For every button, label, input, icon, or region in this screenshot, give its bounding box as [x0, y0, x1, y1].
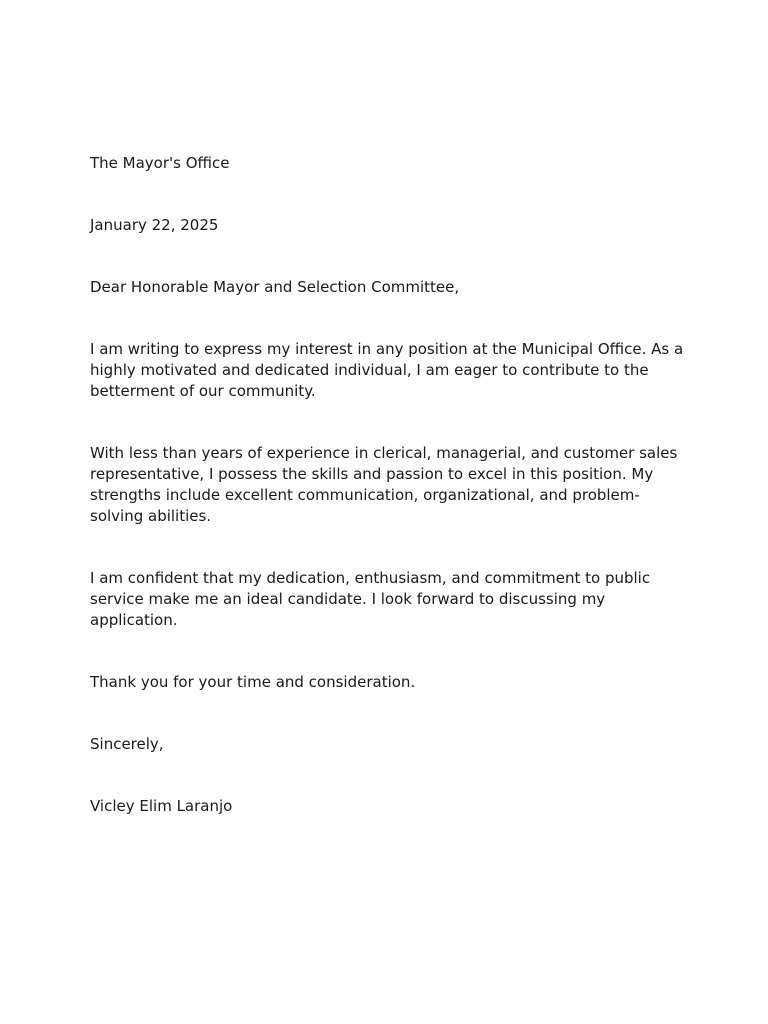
body-paragraph-thanks: Thank you for your time and consideration.	[90, 673, 416, 691]
body-paragraph-interest: I am writing to express my interest in any position at the Municipal Office. As a highly motivated and dedicated individual, I am eager to contribute to the betterment of our community.	[90, 340, 684, 400]
body-paragraph-confidence: I am confident that my dedication, enthusiasm, and commitment to public service make me an ideal candidate. I look forward to discussing my application.	[90, 569, 651, 629]
signature-name: Vicley Elim Laranjo	[90, 797, 233, 815]
body-paragraph-experience: With less than years of experience in clerical, managerial, and customer sales representative, I possess the skills and passion to excel in this position. My strengths include excellent communication, organizational, and problem-solving abilities.	[90, 444, 678, 525]
closing-line: Sincerely,	[90, 735, 164, 753]
letter-document	[90, 153, 690, 817]
recipient-line: The Mayor's Office	[90, 154, 230, 172]
salutation: Dear Honorable Mayor and Selection Committee,	[90, 278, 460, 296]
letter-date: January 22, 2025	[90, 216, 219, 234]
